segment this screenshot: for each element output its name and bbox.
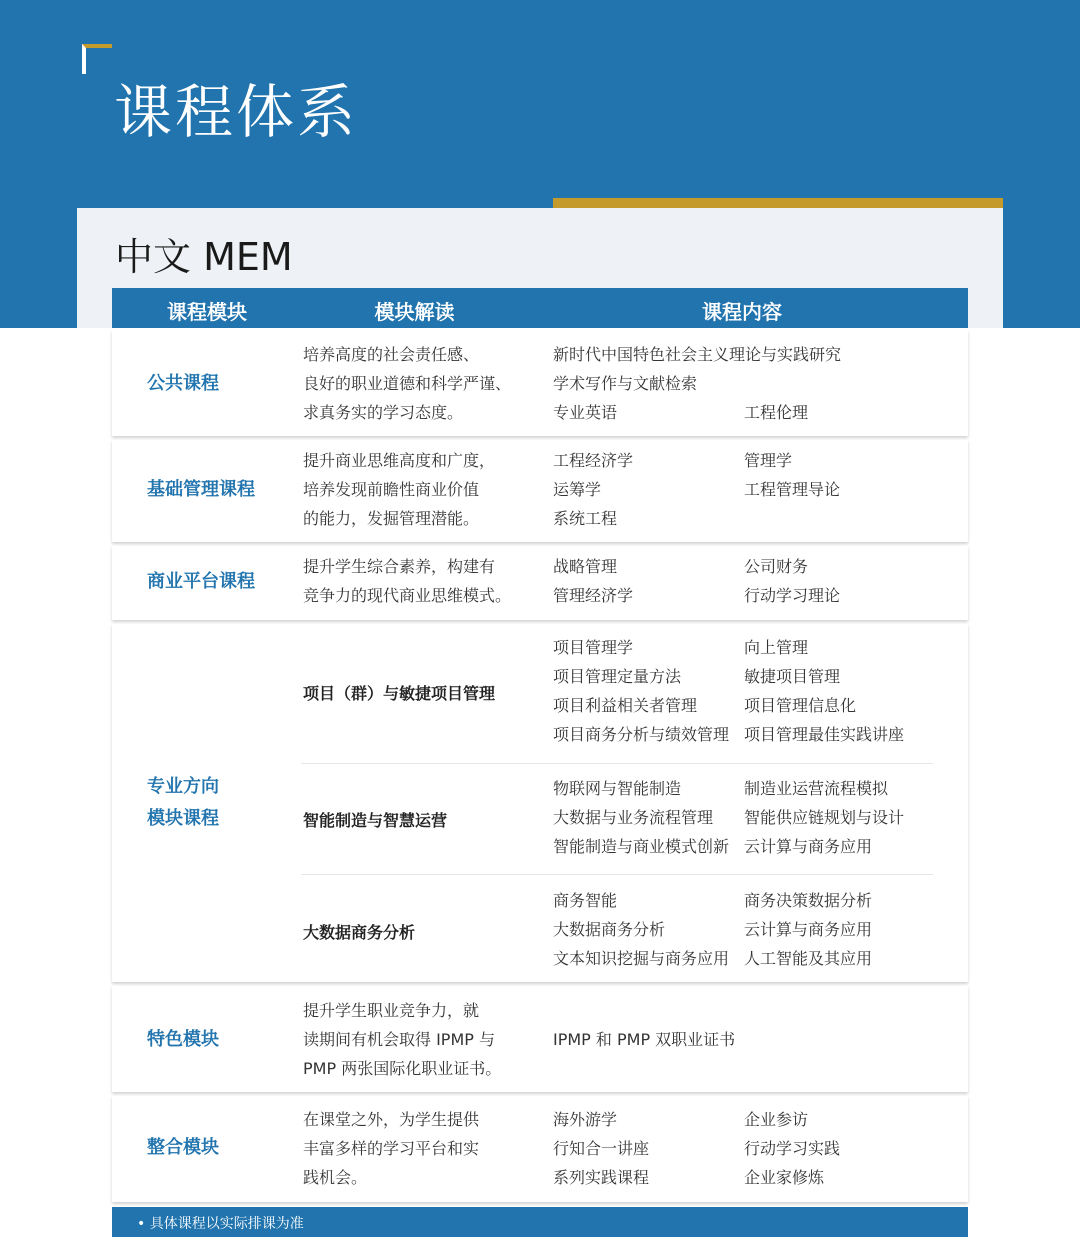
footer-note-bar	[112, 1207, 968, 1237]
divider	[301, 874, 933, 875]
footer-note: • 具体课程以实际排课为准	[137, 1216, 304, 1232]
header-desc: 模块解读	[374, 300, 455, 324]
table-header	[112, 288, 968, 328]
course-list: 商务决策数据分析 云计算与商务应用 人工智能及其应用	[744, 891, 873, 968]
sub-module-name: 智能制造与智慧运营	[303, 811, 448, 830]
table-row	[112, 986, 968, 1092]
module-name: 整合模块	[147, 1137, 219, 1158]
sub-module-name: 项目（群）与敏捷项目管理	[303, 684, 496, 703]
table-row	[112, 546, 968, 620]
module-name: 公共课程	[147, 373, 219, 394]
course-list: 商务智能 大数据商务分析 文本知识挖掘与商务应用	[553, 891, 730, 968]
course-list: 新时代中国特色社会主义理论与实践研究 学术写作与文献检索 专业英语	[553, 345, 842, 422]
course-list: 向上管理 敏捷项目管理 项目管理信息化 项目管理最佳实践讲座	[744, 638, 905, 744]
course-list: 管理学 工程管理导论	[744, 451, 841, 499]
table-row	[112, 330, 968, 436]
sub-module-name: 大数据商务分析	[303, 923, 416, 942]
course-list: 公司财务 行动学习理论	[744, 557, 841, 605]
module-name: 特色模块	[147, 1029, 219, 1050]
module-name: 基础管理课程	[147, 479, 255, 500]
table-row	[112, 624, 968, 982]
table-row	[112, 1096, 968, 1202]
course-list: IPMP 和 PMP 双职业证书	[553, 1030, 736, 1049]
page-title: 课程体系	[114, 78, 359, 146]
course-list: 海外游学 行知合一讲座 系列实践课程	[553, 1110, 650, 1187]
course-list: 企业参访 行动学习实践 企业家修炼	[744, 1110, 841, 1187]
course-list: 工程伦理	[744, 403, 809, 422]
course-list: 工程经济学 运筹学 系统工程	[553, 451, 634, 528]
module-desc: 提升商业思维高度和广度， 培养发现前瞻性商业价值 的能力，发掘管理潜能。	[303, 451, 496, 528]
divider	[301, 763, 933, 764]
module-desc: 提升学生综合素养，构建有 竞争力的现代商业思维模式。	[303, 557, 512, 605]
module-desc: 提升学生职业竞争力，就 读期间有机会取得 IPMP 与 PMP 两张国际化职业证书。	[303, 1001, 502, 1078]
header-module: 课程模块	[167, 300, 247, 324]
corner-bracket-decoration	[82, 44, 112, 74]
module-desc: 在课堂之外，为学生提供 丰富多样的学习平台和实 践机会。	[303, 1110, 480, 1187]
table-row	[112, 440, 968, 542]
course-list: 战略管理 管理经济学	[553, 557, 634, 605]
section-title: 中文 MEM	[115, 235, 293, 279]
module-desc: 培养高度的社会责任感、 良好的职业道德和科学严谨、 求真务实的学习态度。	[303, 345, 512, 422]
course-list: 项目管理学 项目管理定量方法 项目利益相关者管理 项目商务分析与绩效管理	[553, 638, 730, 744]
course-list: 物联网与智能制造 大数据与业务流程管理 智能制造与商业模式创新	[553, 779, 730, 856]
module-name: 商业平台课程	[147, 571, 255, 592]
course-list: 制造业运营流程模拟 智能供应链规划与设计 云计算与商务应用	[744, 779, 905, 856]
header-content: 课程内容	[702, 300, 782, 324]
gold-accent-bar	[553, 198, 1003, 208]
module-name: 专业方向 模块课程	[147, 776, 219, 829]
